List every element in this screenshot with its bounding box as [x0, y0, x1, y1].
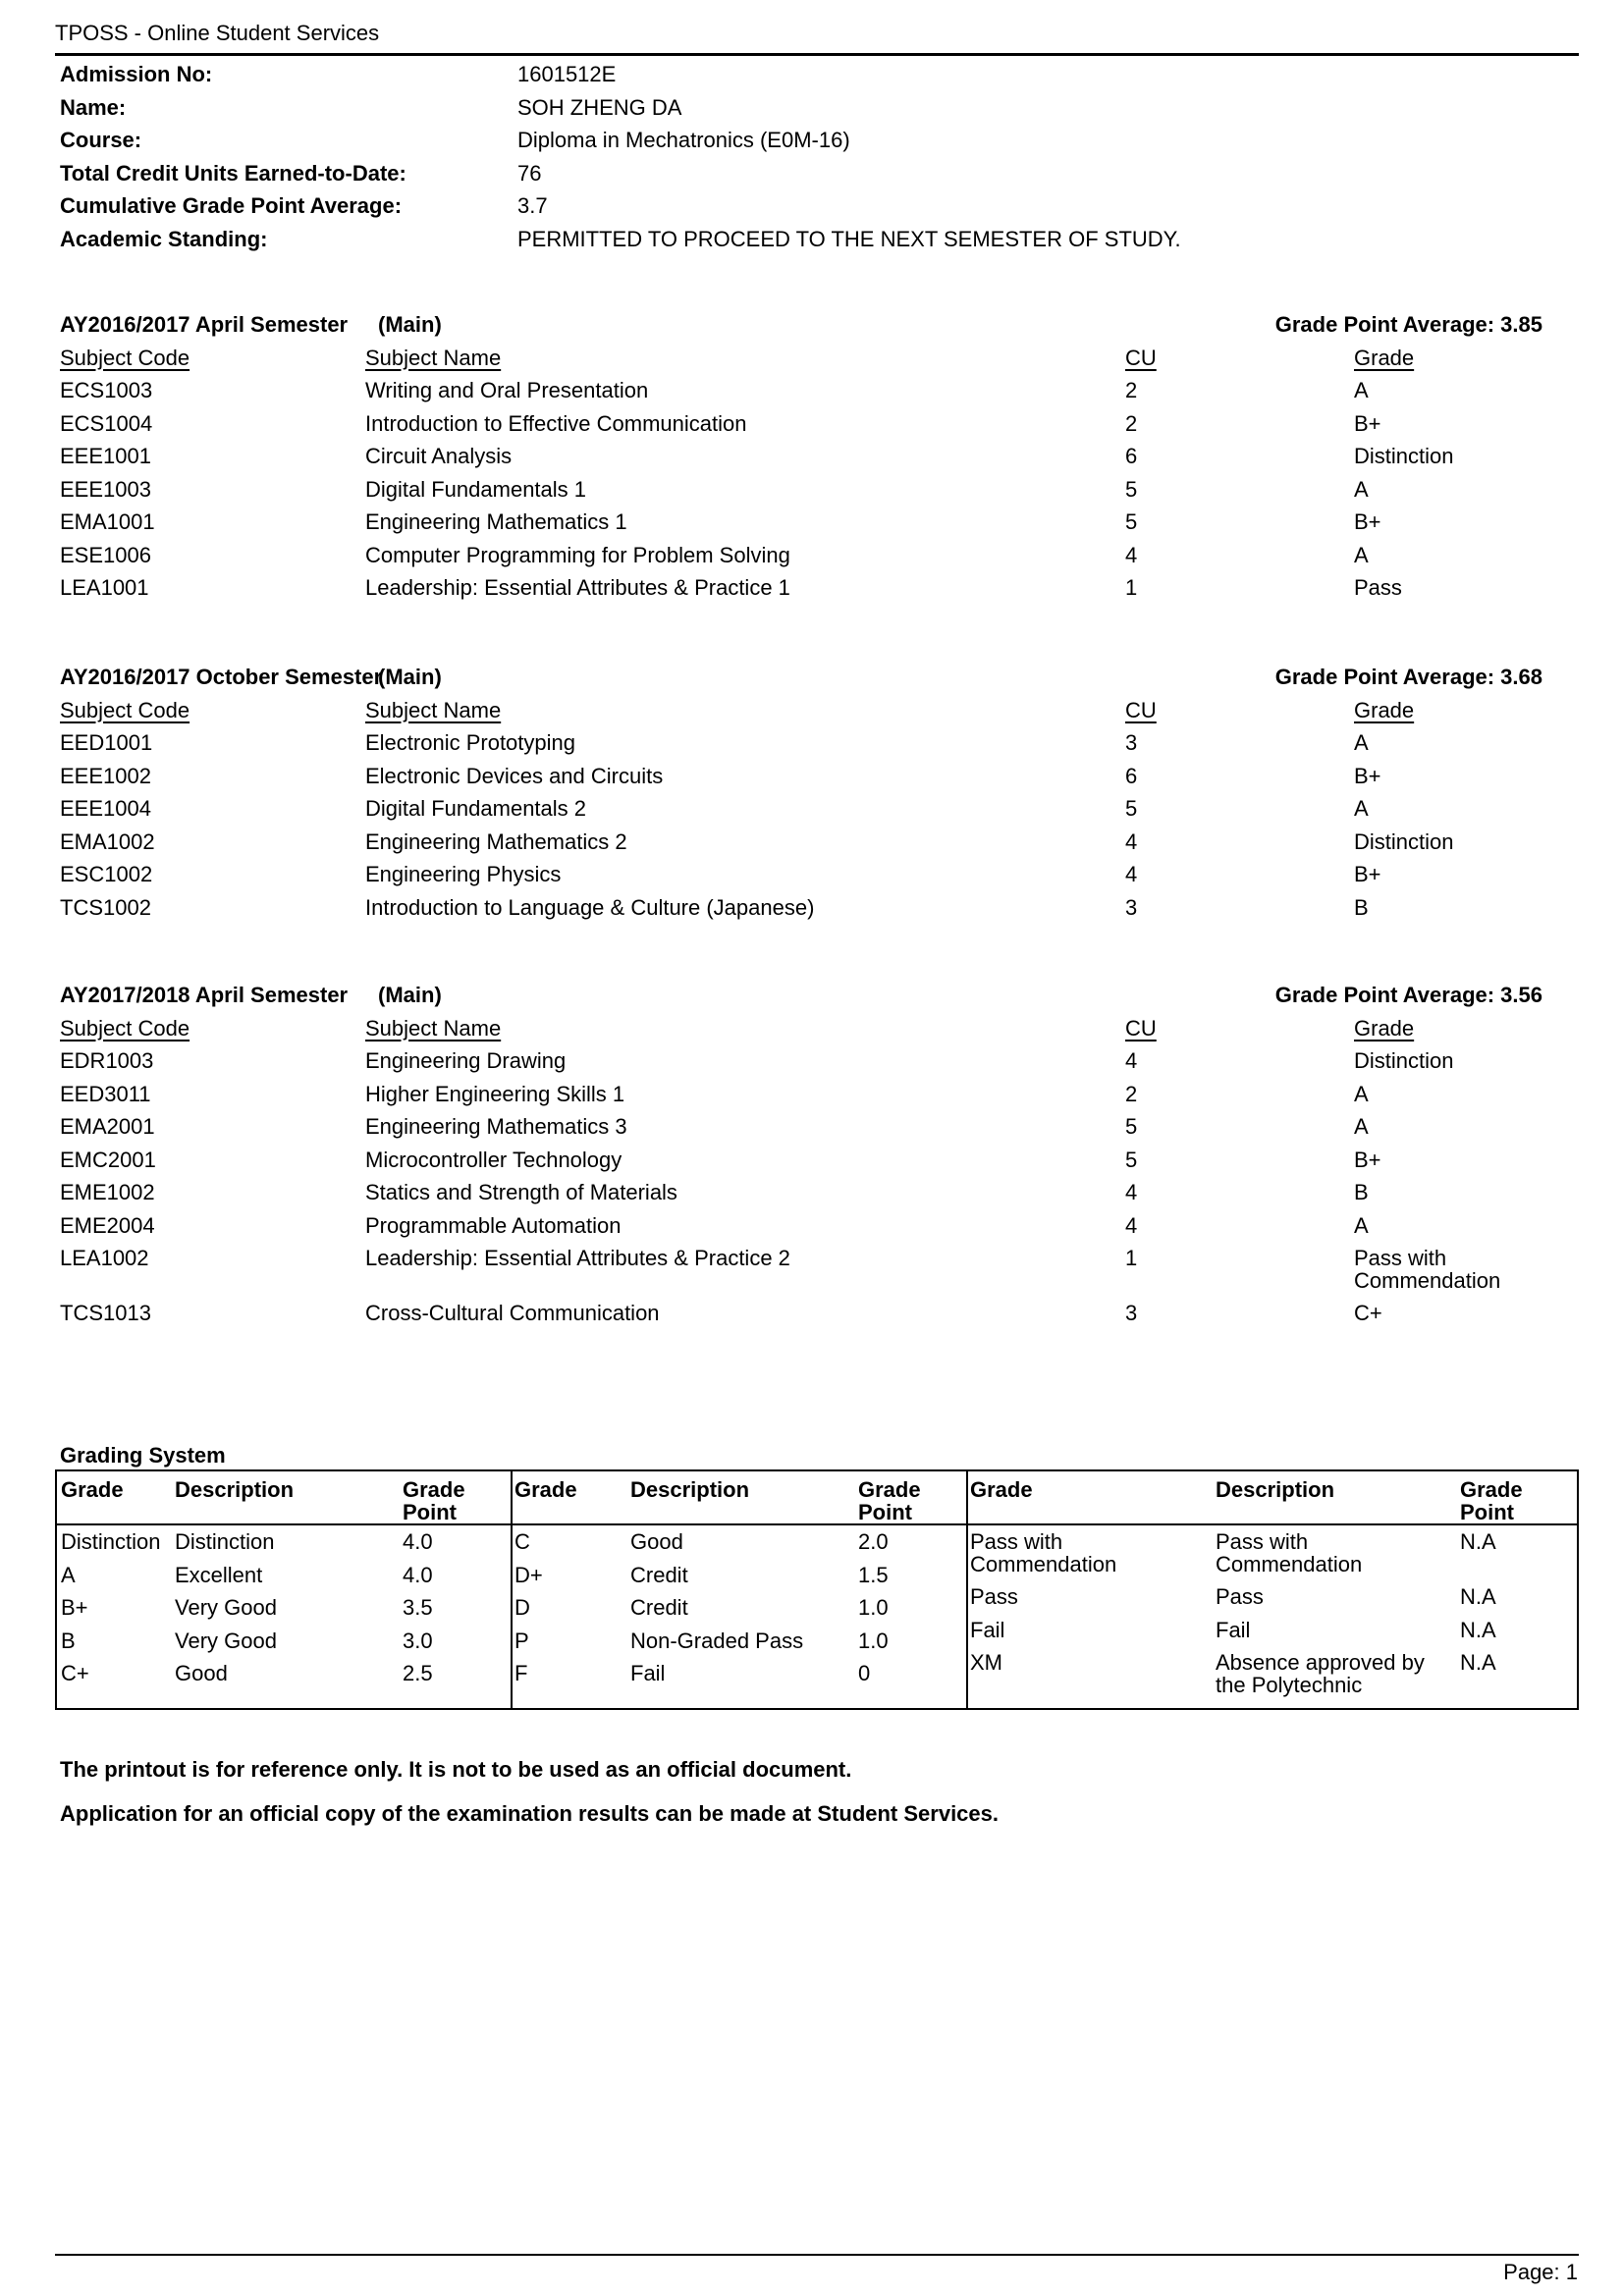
subject-code: EEE1004 — [60, 796, 151, 821]
student-info — [60, 58, 1572, 255]
grading-description: Good — [175, 1661, 228, 1685]
credit-units: 5 — [1125, 1147, 1138, 1172]
table-row — [60, 1209, 1542, 1243]
info-row — [60, 58, 1572, 91]
column-headers — [60, 342, 1542, 375]
table-row — [60, 891, 1542, 925]
subject-code: EMA1001 — [60, 509, 155, 534]
subject-grade: A — [1354, 542, 1369, 567]
grading-grade: B+ — [61, 1595, 88, 1620]
grading-point: 2.5 — [403, 1661, 433, 1685]
grading-description: Absence approved by the Polytechnic — [1216, 1650, 1425, 1697]
info-value: 1601512E — [517, 62, 617, 86]
table-row — [60, 374, 1542, 407]
subject-name: Microcontroller Technology — [365, 1147, 622, 1172]
credit-units: 6 — [1125, 763, 1138, 788]
grading-grade: P — [514, 1628, 529, 1653]
header-subject-code: Subject Code — [60, 697, 190, 722]
subject-name: Electronic Prototyping — [365, 730, 575, 755]
grading-point: 3.0 — [403, 1628, 433, 1653]
credit-units: 3 — [1125, 730, 1138, 755]
grading-description: Credit — [630, 1562, 688, 1587]
subject-name: Engineering Mathematics 3 — [365, 1114, 627, 1139]
table-row — [60, 1297, 1542, 1330]
subject-grade: B+ — [1354, 1147, 1381, 1172]
info-value: PERMITTED TO PROCEED TO THE NEXT SEMESTER OF STUDY. — [517, 226, 1181, 251]
header-subject-name: Subject Name — [365, 1015, 502, 1041]
grading-grade: Pass — [970, 1584, 1018, 1609]
subject-grade: B — [1354, 1180, 1369, 1204]
semester-header — [60, 979, 1542, 1012]
subject-name: Engineering Physics — [365, 862, 562, 886]
column-headers — [60, 694, 1542, 727]
grading-column-divider — [511, 1471, 513, 1708]
credit-units: 3 — [1125, 1301, 1138, 1325]
subject-code: EMC2001 — [60, 1147, 156, 1172]
subject-code: EED3011 — [60, 1081, 151, 1106]
subject-grade: A — [1354, 378, 1369, 402]
subject-code: EEE1003 — [60, 476, 151, 502]
table-row — [60, 1176, 1542, 1209]
subject-name: Engineering Mathematics 1 — [365, 509, 627, 534]
semester-tag: (Main) — [378, 665, 442, 689]
table-row — [60, 826, 1542, 859]
grading-description: Pass — [1216, 1584, 1264, 1609]
info-row — [60, 91, 1572, 125]
subject-code: EMA2001 — [60, 1114, 155, 1139]
grading-header-grade: Grade — [61, 1477, 124, 1502]
semester-gpa: Grade Point Average: 3.56 — [1274, 983, 1542, 1007]
table-row — [60, 571, 1542, 605]
semester-gpa: Grade Point Average: 3.85 — [1274, 312, 1542, 337]
info-label: Name: — [60, 94, 127, 120]
credit-units: 3 — [1125, 894, 1138, 920]
semester-title: AY2016/2017 October Semester — [60, 665, 383, 689]
grading-header-divider — [57, 1523, 1577, 1525]
subject-code: LEA1002 — [60, 1246, 149, 1270]
subject-grade: B+ — [1354, 509, 1381, 534]
table-row — [60, 1242, 1542, 1297]
header-subject-code: Subject Code — [60, 1015, 190, 1041]
grading-description: Very Good — [175, 1628, 277, 1653]
info-label: Academic Standing: — [60, 226, 268, 251]
grading-header-point: Grade Point — [403, 1477, 465, 1524]
subject-code: ECS1003 — [60, 378, 153, 402]
credit-units: 4 — [1125, 1048, 1138, 1073]
credit-units: 5 — [1125, 796, 1138, 821]
grading-point: 4.0 — [403, 1529, 433, 1554]
subject-grade: C+ — [1354, 1301, 1382, 1325]
header-subject-name: Subject Name — [365, 345, 502, 370]
info-row — [60, 157, 1572, 190]
table-row — [60, 1110, 1542, 1144]
table-row — [60, 440, 1542, 473]
grading-system-table — [55, 1469, 1579, 1710]
credit-units: 2 — [1125, 410, 1138, 436]
subject-name: Digital Fundamentals 1 — [365, 476, 587, 502]
grading-header-description: Description — [630, 1477, 750, 1502]
grading-description: Credit — [630, 1595, 688, 1620]
info-row — [60, 124, 1572, 157]
grading-point: N.A — [1460, 1617, 1496, 1642]
credit-units: 1 — [1125, 575, 1138, 600]
semester-block — [60, 308, 1542, 605]
subject-grade: A — [1354, 730, 1369, 755]
grading-grade: B — [61, 1628, 76, 1653]
header-subject-name: Subject Name — [365, 697, 502, 722]
subject-code: EEE1002 — [60, 763, 151, 788]
subject-code: EMA1002 — [60, 828, 155, 854]
grading-grade: Fail — [970, 1617, 1005, 1642]
grading-point: 1.0 — [858, 1628, 889, 1653]
reference-note: The printout is for reference only. It is not to be used as an official document. — [60, 1757, 852, 1782]
subject-grade: B+ — [1354, 763, 1381, 788]
grading-point: 1.5 — [858, 1562, 889, 1587]
subject-code: ECS1004 — [60, 410, 153, 436]
subject-name: Statics and Strength of Materials — [365, 1180, 677, 1204]
semester-tag: (Main) — [378, 312, 442, 337]
subject-code: EME1002 — [60, 1180, 155, 1204]
subject-grade: Distinction — [1354, 828, 1454, 854]
info-value: 76 — [517, 160, 542, 186]
info-value: Diploma in Mechatronics (E0M-16) — [517, 128, 850, 152]
subject-name: Introduction to Effective Communication — [365, 410, 747, 436]
subject-grade: Distinction — [1354, 1048, 1454, 1073]
grading-grade: C+ — [61, 1661, 89, 1685]
grading-description: Very Good — [175, 1595, 277, 1620]
grading-grade: XM — [970, 1650, 1002, 1675]
grading-header-description: Description — [1216, 1477, 1335, 1502]
info-row — [60, 189, 1572, 223]
grading-grade: F — [514, 1661, 528, 1685]
subject-grade: A — [1354, 476, 1369, 502]
subject-grade: A — [1354, 796, 1369, 821]
grading-grade: D — [514, 1595, 530, 1620]
semester-title: AY2016/2017 April Semester — [60, 312, 349, 337]
credit-units: 5 — [1125, 476, 1138, 502]
credit-units: 4 — [1125, 542, 1138, 567]
subject-code: ESE1006 — [60, 542, 151, 567]
grading-header-grade: Grade — [970, 1477, 1033, 1502]
subject-name: Cross-Cultural Communication — [365, 1301, 660, 1325]
grading-description: Fail — [630, 1661, 666, 1685]
grading-column-divider — [966, 1471, 968, 1708]
grading-point: N.A — [1460, 1529, 1496, 1554]
subject-code: EME2004 — [60, 1212, 155, 1238]
semester-block — [60, 661, 1542, 924]
grading-description: Distinction — [175, 1529, 275, 1554]
semester-gpa: Grade Point Average: 3.68 — [1274, 665, 1542, 689]
semester-header — [60, 661, 1542, 694]
subject-code: TCS1002 — [60, 894, 151, 920]
header-subject-code: Subject Code — [60, 345, 190, 370]
credit-units: 4 — [1125, 828, 1138, 854]
subject-code: EDR1003 — [60, 1048, 154, 1073]
header-cu: CU — [1125, 1015, 1157, 1041]
grading-point: 0 — [858, 1661, 871, 1685]
table-row — [60, 726, 1542, 760]
header-cu: CU — [1125, 345, 1157, 370]
grading-grade: A — [61, 1562, 76, 1587]
subject-grade: A — [1354, 1114, 1369, 1139]
grading-description: Good — [630, 1529, 683, 1554]
info-label: Course: — [60, 128, 142, 152]
grading-grade: D+ — [514, 1562, 543, 1587]
subject-grade: A — [1354, 1212, 1369, 1238]
subject-name: Engineering Mathematics 2 — [365, 828, 627, 854]
table-row — [60, 760, 1542, 793]
official-copy-note: Application for an official copy of the examination results can be made at Student Services. — [60, 1801, 1000, 1826]
grading-header-grade: Grade — [514, 1477, 577, 1502]
credit-units: 4 — [1125, 1212, 1138, 1238]
table-row — [60, 473, 1542, 507]
subject-grade: Pass with Commendation — [1354, 1246, 1501, 1293]
header-grade: Grade — [1354, 1015, 1415, 1041]
grading-point: 4.0 — [403, 1562, 433, 1587]
header-divider — [55, 53, 1579, 56]
credit-units: 5 — [1125, 509, 1138, 534]
subject-grade: B+ — [1354, 862, 1381, 886]
info-label: Cumulative Grade Point Average: — [60, 193, 403, 218]
subject-name: Writing and Oral Presentation — [365, 378, 649, 402]
credit-units: 4 — [1125, 862, 1138, 886]
subject-code: LEA1001 — [60, 575, 149, 600]
subject-name: Higher Engineering Skills 1 — [365, 1081, 625, 1106]
table-row — [60, 792, 1542, 826]
subject-name: Leadership: Essential Attributes & Practice 1 — [365, 575, 790, 600]
credit-units: 1 — [1125, 1246, 1138, 1270]
subject-name: Leadership: Essential Attributes & Practice 2 — [365, 1246, 790, 1270]
grading-point: 2.0 — [858, 1529, 889, 1554]
table-row — [60, 506, 1542, 539]
subject-grade: Distinction — [1354, 444, 1454, 468]
credit-units: 4 — [1125, 1180, 1138, 1204]
grading-point: 1.0 — [858, 1595, 889, 1620]
semester-tag: (Main) — [378, 983, 442, 1007]
subject-grade: B — [1354, 894, 1369, 920]
grading-grade: Distinction — [61, 1529, 161, 1554]
grading-grade: Pass with Commendation — [970, 1529, 1117, 1576]
table-row — [60, 1044, 1542, 1078]
footer-divider — [55, 2254, 1579, 2256]
subject-grade: B+ — [1354, 410, 1381, 436]
grading-description: Excellent — [175, 1562, 263, 1587]
semester-header — [60, 308, 1542, 342]
grading-description: Fail — [1216, 1617, 1251, 1642]
grading-header-point: Grade Point — [858, 1477, 921, 1524]
subject-code: EEE1001 — [60, 444, 151, 468]
page-header-title: TPOSS - Online Student Services — [55, 21, 380, 45]
subject-name: Introduction to Language & Culture (Japanese) — [365, 894, 815, 920]
subject-name: Digital Fundamentals 2 — [365, 796, 587, 821]
grading-point: 3.5 — [403, 1595, 433, 1620]
info-label: Total Credit Units Earned-to-Date: — [60, 160, 406, 186]
table-row — [60, 539, 1542, 572]
grading-point: N.A — [1460, 1650, 1496, 1675]
subject-code: TCS1013 — [60, 1301, 151, 1325]
credit-units: 2 — [1125, 1081, 1138, 1106]
grading-description: Non-Graded Pass — [630, 1628, 804, 1653]
subject-grade: Pass — [1354, 575, 1402, 600]
header-cu: CU — [1125, 697, 1157, 722]
credit-units: 5 — [1125, 1114, 1138, 1139]
header-grade: Grade — [1354, 697, 1415, 722]
table-row — [60, 407, 1542, 441]
table-row — [60, 858, 1542, 891]
table-row — [60, 1078, 1542, 1111]
page-number: Page: 1 — [1503, 2260, 1578, 2284]
info-row — [60, 223, 1572, 256]
subject-name: Programmable Automation — [365, 1212, 622, 1238]
info-value: SOH ZHENG DA — [517, 94, 682, 120]
table-row — [60, 1144, 1542, 1177]
semester-title: AY2017/2018 April Semester — [60, 983, 349, 1007]
grading-system-title: Grading System — [60, 1443, 226, 1468]
credit-units: 2 — [1125, 378, 1138, 402]
grading-header-description: Description — [175, 1477, 295, 1502]
subject-name: Engineering Drawing — [365, 1048, 567, 1073]
grading-grade: C — [514, 1529, 530, 1554]
subject-name: Circuit Analysis — [365, 444, 513, 468]
semester-block — [60, 979, 1542, 1330]
grading-header-point: Grade Point — [1460, 1477, 1523, 1524]
info-label: Admission No: — [60, 62, 213, 86]
subject-name: Electronic Devices and Circuits — [365, 763, 664, 788]
column-headers — [60, 1012, 1542, 1045]
subject-code: ESC1002 — [60, 862, 153, 886]
grading-description: Pass with Commendation — [1216, 1529, 1363, 1576]
subject-name: Computer Programming for Problem Solving — [365, 542, 790, 567]
subject-code: EED1001 — [60, 730, 153, 755]
info-value: 3.7 — [517, 193, 548, 218]
credit-units: 6 — [1125, 444, 1138, 468]
subject-grade: A — [1354, 1081, 1369, 1106]
grading-point: N.A — [1460, 1584, 1496, 1609]
header-grade: Grade — [1354, 345, 1415, 370]
